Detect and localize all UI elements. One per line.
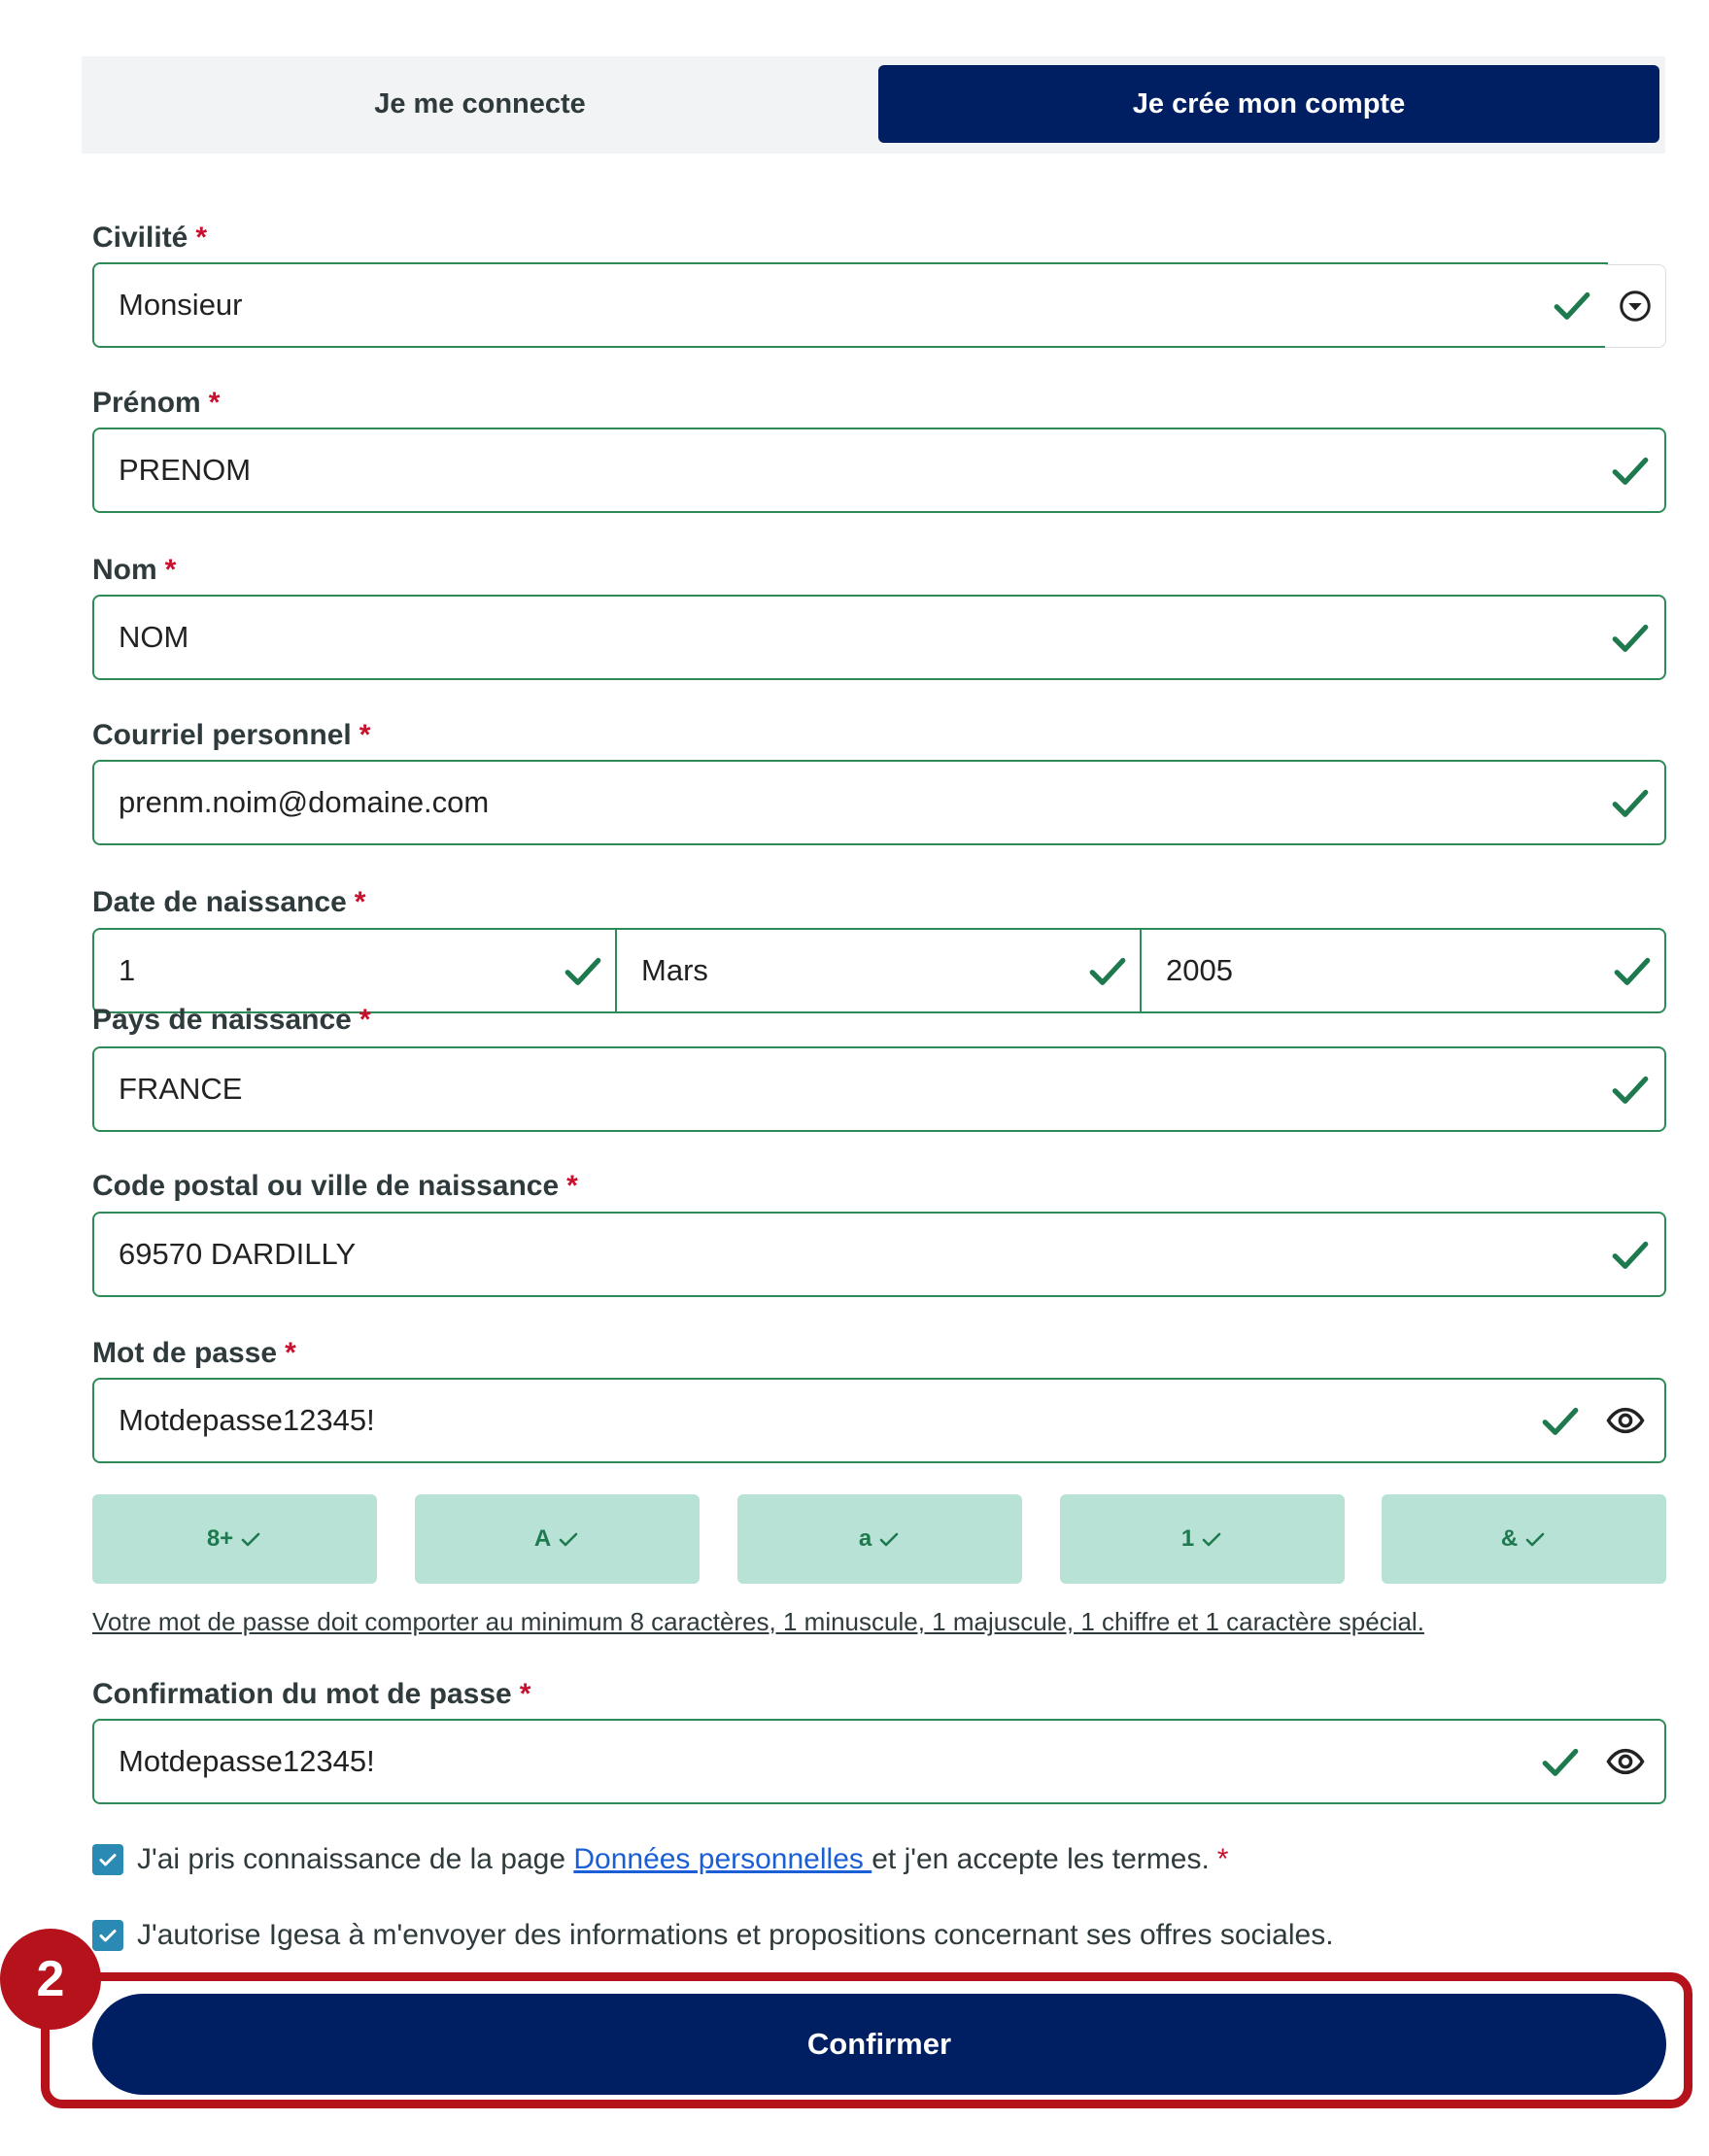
check-icon bbox=[1610, 450, 1651, 491]
check-icon bbox=[239, 1527, 262, 1551]
check-icon bbox=[96, 1848, 120, 1871]
civilite-select[interactable] bbox=[92, 262, 1608, 348]
personal-data-link[interactable]: Données personnelles bbox=[573, 1843, 872, 1875]
check-icon bbox=[1523, 1527, 1547, 1551]
check-icon bbox=[563, 950, 603, 991]
check-icon bbox=[1200, 1527, 1223, 1551]
chevron-down-circle-icon bbox=[1618, 289, 1653, 324]
pays-field[interactable] bbox=[92, 1046, 1666, 1132]
check-icon bbox=[557, 1527, 580, 1551]
consent-personal-data-prefix: J'ai pris connaissance de la page bbox=[137, 1843, 574, 1875]
prenom-field[interactable] bbox=[92, 428, 1666, 513]
password-confirm-field[interactable] bbox=[92, 1719, 1666, 1804]
check-icon bbox=[1610, 617, 1651, 658]
check-icon bbox=[1540, 1741, 1581, 1782]
check-icon bbox=[1610, 1069, 1651, 1110]
courriel-label: Courriel personnel * bbox=[92, 719, 371, 751]
nom-label: Nom * bbox=[92, 554, 177, 586]
nom-value: NOM bbox=[119, 620, 189, 654]
dropdown-arrow-button[interactable] bbox=[1605, 264, 1666, 348]
rule-length-tag: 8+ bbox=[92, 1494, 377, 1584]
password-confirm-value: Motdepasse12345! bbox=[119, 1744, 375, 1778]
check-icon bbox=[1610, 782, 1651, 823]
rule-special-tag: & bbox=[1382, 1494, 1666, 1584]
rule-digit-tag: 1 bbox=[1060, 1494, 1345, 1584]
password-hint: Votre mot de passe doit comporter au minimum 8 caractères, 1 minuscule, 1 majuscule, 1 chiffre et 1 caractère spécial. bbox=[92, 1607, 1424, 1636]
birth-year-select[interactable] bbox=[1140, 928, 1666, 1013]
date-naissance-label: Date de naissance * bbox=[92, 886, 366, 918]
check-icon bbox=[877, 1527, 901, 1551]
code-postal-field[interactable] bbox=[92, 1212, 1666, 1297]
password-rules bbox=[92, 1494, 1666, 1584]
birth-year-value: 2005 bbox=[1166, 953, 1233, 987]
password-value: Motdepasse12345! bbox=[119, 1403, 375, 1437]
step-badge: 2 bbox=[0, 1929, 101, 2030]
birth-day-value: 1 bbox=[119, 953, 136, 987]
check-icon bbox=[1087, 950, 1128, 991]
birth-month-value: Mars bbox=[641, 953, 708, 987]
email-value: prenm.noim@domaine.com bbox=[119, 785, 490, 819]
birth-month-select[interactable] bbox=[615, 928, 1142, 1013]
password-field[interactable] bbox=[92, 1378, 1666, 1463]
auth-tabs bbox=[82, 56, 1665, 154]
prenom-value: PRENOM bbox=[119, 453, 252, 487]
birth-day-select[interactable] bbox=[92, 928, 617, 1013]
check-icon bbox=[1552, 285, 1592, 325]
consent-personal-data-suffix: et j'en accepte les termes. bbox=[872, 1843, 1210, 1875]
rule-uppercase-tag: A bbox=[415, 1494, 700, 1584]
tab-login[interactable]: Je me connecte bbox=[374, 87, 586, 120]
pays-label: Pays de naissance * bbox=[92, 1004, 371, 1036]
mot-de-passe-label: Mot de passe * bbox=[92, 1337, 296, 1369]
eye-icon[interactable] bbox=[1605, 1741, 1646, 1782]
check-icon bbox=[1612, 950, 1653, 991]
email-field[interactable] bbox=[92, 760, 1666, 845]
check-icon bbox=[1610, 1234, 1651, 1275]
nom-field[interactable] bbox=[92, 595, 1666, 680]
prenom-label: Prénom * bbox=[92, 387, 221, 419]
check-icon bbox=[1540, 1400, 1581, 1441]
consent-offers-row bbox=[92, 1919, 1334, 1952]
consent-personal-data-row: J'ai pris connaissance de la page Données personnelles et j'en accepte les termes. * bbox=[92, 1843, 1228, 1876]
civilite-label: Civilité * bbox=[92, 222, 208, 254]
confirm-button[interactable]: Confirmer bbox=[92, 1994, 1666, 2095]
code-postal-label: Code postal ou ville de naissance * bbox=[92, 1170, 578, 1202]
consent-offers-text: J'autorise Igesa à m'envoyer des informations et propositions concernant ses offres sociales. bbox=[137, 1919, 1334, 1951]
civilite-value: Monsieur bbox=[119, 288, 243, 322]
eye-icon[interactable] bbox=[1605, 1400, 1646, 1441]
tab-create-account[interactable]: Je crée mon compte bbox=[878, 65, 1659, 143]
pays-value: FRANCE bbox=[119, 1072, 243, 1106]
confirmation-label: Confirmation du mot de passe * bbox=[92, 1678, 531, 1710]
consent-offers-checkbox[interactable] bbox=[92, 1920, 123, 1951]
rule-lowercase-tag: a bbox=[737, 1494, 1022, 1584]
check-icon bbox=[96, 1924, 120, 1947]
consent-personal-data-checkbox[interactable] bbox=[92, 1844, 123, 1875]
code-postal-value: 69570 DARDILLY bbox=[119, 1237, 357, 1271]
